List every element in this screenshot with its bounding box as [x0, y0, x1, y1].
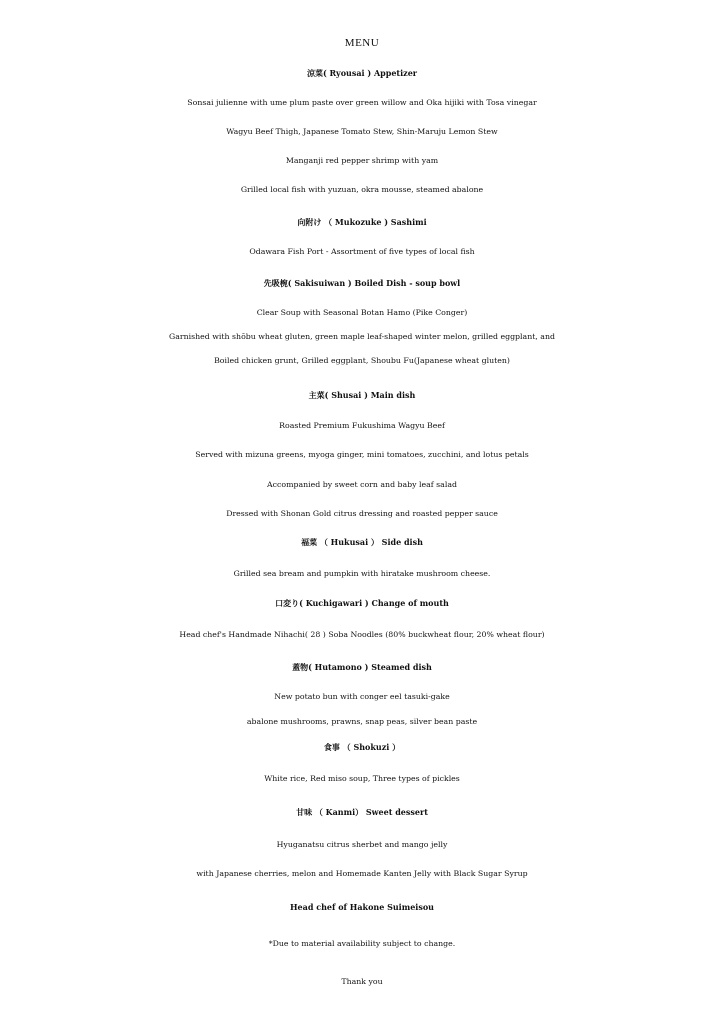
- menu-item: Served with mizuna greens, myoga ginger, mini tomatoes, zucchini, and lotus petals: [195, 450, 529, 459]
- menu-item: Dressed with Shonan Gold citrus dressing and roasted pepper sauce: [226, 509, 498, 518]
- menu-item: Clear Soup with Seasonal Botan Hamo (Pike Conger): [256, 308, 468, 317]
- section-heading-change-of-mouth: 口変り( Kuchigawari ) Change of mouth: [275, 598, 449, 608]
- menu-item: abalone mushrooms, prawns, snap peas, silver bean paste: [246, 717, 478, 726]
- menu-item: Boiled chicken grunt, Grilled eggplant, Shoubu Fu(Japanese wheat gluten): [214, 356, 510, 365]
- menu-item: with Japanese cherries, melon and Homemade Kanten Jelly with Black Sugar Syrup: [196, 869, 528, 878]
- head-chef-credit: Head chef of Hakone Suimeisou: [290, 902, 434, 912]
- menu-item: Roasted Premium Fukushima Wagyu Beef: [279, 421, 445, 430]
- availability-note: *Due to material availability subject to change.: [268, 939, 456, 948]
- menu-title: MENU: [344, 37, 380, 49]
- section-heading-main-dish: 主菜( Shusai ) Main dish: [308, 390, 416, 400]
- menu-item: New potato bun with conger eel tasuki-gake: [274, 692, 450, 701]
- section-heading-meal: 食事 （ Shokuzi ）: [323, 742, 401, 752]
- menu-item: Sonsai julienne with ume plum paste over green willow and Oka hijiki with Tosa vinegar: [187, 98, 537, 107]
- section-heading-appetizer: 涼菜( Ryousai ) Appetizer: [306, 68, 418, 78]
- section-heading-steamed-dish: 蓋物( Hutamono ) Steamed dish: [292, 662, 432, 672]
- menu-item: Wagyu Beef Thigh, Japanese Tomato Stew, Shin-Maruju Lemon Stew: [226, 127, 498, 136]
- menu-item: Grilled sea bream and pumpkin with hiratake mushroom cheese.: [233, 569, 491, 578]
- menu-item: Garnished with shōbu wheat gluten, green maple leaf-shaped winter melon, grilled eggplant, and: [169, 332, 555, 341]
- menu-item: Manganji red pepper shrimp with yam: [285, 156, 439, 165]
- menu-item: Head chef's Handmade Nihachi( 28 ) Soba Noodles (80% buckwheat flour, 20% wheat flour): [179, 630, 545, 639]
- section-heading-side-dish: 福菜 （ Hukusai ） Side dish: [301, 537, 423, 547]
- section-heading-sashimi: 向附け （ Mukozuke ) Sashimi: [297, 217, 427, 227]
- menu-item: Grilled local fish with yuzuan, okra mousse, steamed abalone: [240, 185, 484, 194]
- menu-item: White rice, Red miso soup, Three types of pickles: [264, 774, 460, 783]
- thank-you-note: Thank you: [341, 977, 383, 986]
- menu-item: Hyuganatsu citrus sherbet and mango jelly: [276, 840, 448, 849]
- section-heading-dessert: 甘味 （ Kanmi） Sweet dessert: [296, 807, 428, 817]
- section-heading-soup-bowl: 先吸椀( Sakisuiwan ) Boiled Dish - soup bowl: [263, 278, 461, 288]
- menu-item: Odawara Fish Port - Assortment of five types of local fish: [249, 247, 475, 256]
- menu-item: Accompanied by sweet corn and baby leaf salad: [267, 480, 457, 489]
